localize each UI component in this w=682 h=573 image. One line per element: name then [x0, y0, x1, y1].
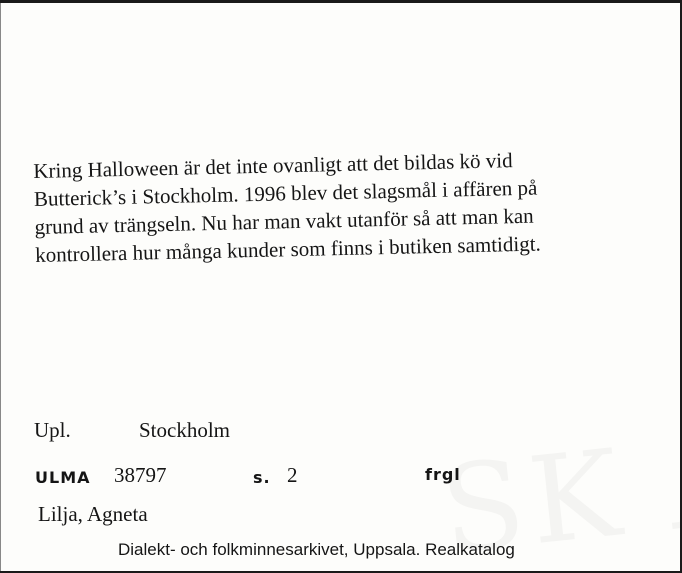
- body-line: Butterick’s i Stockholm. 1996 blev det slagsmål i affären på: [33, 175, 538, 211]
- place-name: Stockholm: [139, 418, 231, 442]
- archive-card: [0, 3, 680, 571]
- card-body-text: [33, 143, 645, 269]
- body-line: Kring Halloween är det inte ovanligt att det bildas kö vid: [33, 148, 513, 183]
- body-line: kontrollera hur många kunder som finns i butiken samtidigt.: [34, 231, 542, 267]
- province-code: Upl.: [34, 418, 71, 442]
- archive-footer: Dialekt- och folkminnesarkivet, Uppsala. Realkatalog: [118, 540, 515, 559]
- recorder-name: Lilja, Agneta: [38, 502, 148, 526]
- archive-label: ULMA: [35, 468, 91, 487]
- body-line: grund av trängseln. Nu har man vakt utanför så att man kan: [34, 203, 534, 239]
- page-label: s.: [253, 468, 271, 487]
- category-code: frgl: [425, 465, 461, 484]
- archive-number: 38797: [114, 463, 167, 487]
- page-number: 2: [287, 463, 298, 487]
